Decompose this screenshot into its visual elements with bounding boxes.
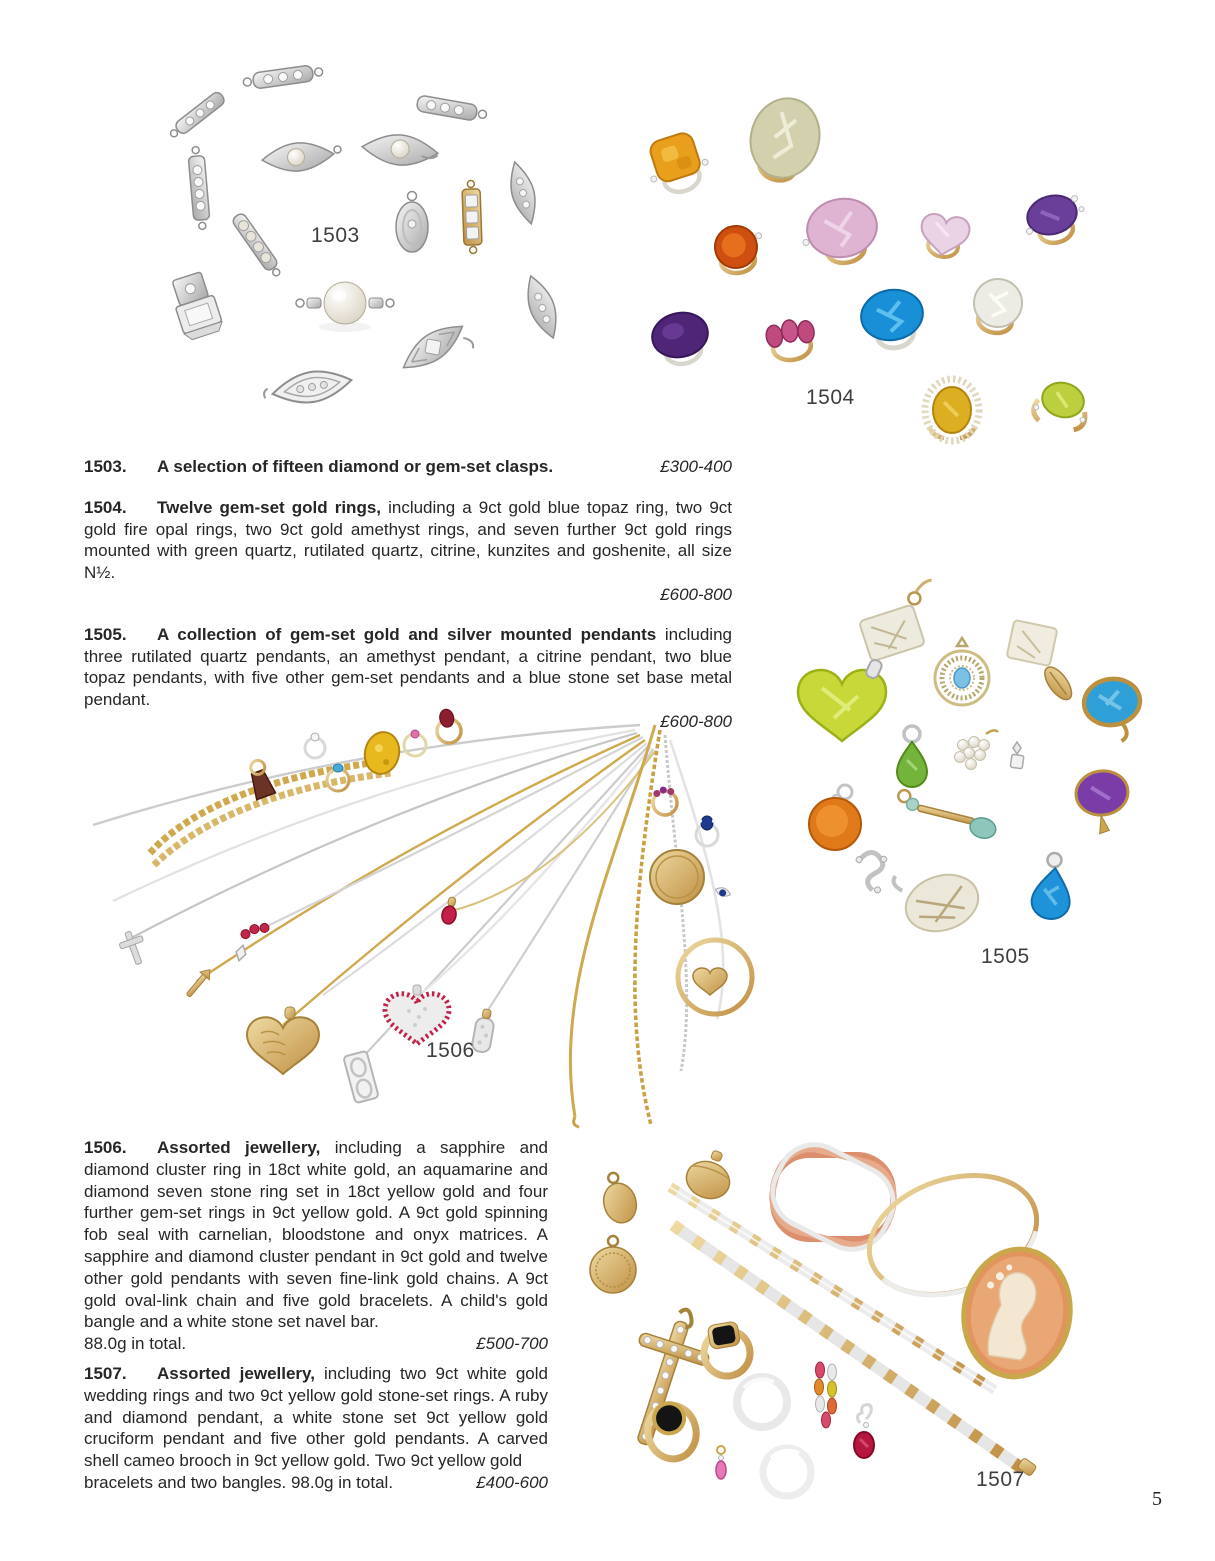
lot-1503-title: A selection of fifteen diamond or gem-set clasps. xyxy=(157,457,554,476)
lot-1505-description xyxy=(84,624,732,711)
rutilated-quartz-pendant xyxy=(854,580,950,662)
onyx-signet-ring xyxy=(699,1319,754,1379)
lot-1504-entry xyxy=(84,497,732,606)
pearl-clasp xyxy=(296,282,394,332)
ruby-pendant xyxy=(854,1405,874,1458)
lot-1507-photo-image xyxy=(575,1135,1150,1525)
gold-disc-pendant xyxy=(650,850,704,904)
lot-1504-number: 1504. xyxy=(84,497,127,517)
lot-1507-number: 1507. xyxy=(84,1363,127,1383)
lot-1505-number: 1505. xyxy=(84,624,127,644)
lot-1506-body: including a sapphire and diamond cluster ring in 18ct white gold, an aquamarine and diamond seven stone ring set in 18ct yellow gold and four further gem-set rings in 9ct yellow gold. A 9ct gold spinning fob seal with carnelian, bloodstone and onyx matrices. A sapphire and diamond cluster pendant in 9ct gold and twelve other gold pendants with seven fine-link gold chains. A 9ct gold oval-link chain and five gold bracelets. A child's gold bangle and a white stone set navel bar. xyxy=(84,1138,548,1332)
lot-1504-body: including a 9ct gold blue topaz ring, two 9ct gold fire opal rings, two 9ct gold amethyst rings, and seven further 9ct gold rings mounted with green quartz, rutilated quartz, citrine, kunzites and goshenite, all size N½. xyxy=(84,497,732,583)
lot-1503-photo-label: 1503 xyxy=(311,224,360,247)
lot-1504-photo-label: 1504 xyxy=(806,386,855,409)
fire-opal-ring xyxy=(712,222,766,275)
lot-1503-entry xyxy=(84,456,732,478)
lot-1506-description xyxy=(84,1137,548,1333)
fob-seal xyxy=(361,729,403,777)
lot-1507-entry xyxy=(84,1363,548,1494)
lot-text-column-upper xyxy=(84,456,732,733)
diamond-bar-clasp xyxy=(242,64,323,91)
lot-1505-body: including three rutilated quartz pendants, an amethyst pendant, a citrine pendant, two blue topaz pendants, with five other gem-set pendants and a blue stone set base metal pendant. xyxy=(84,624,732,710)
lot-1506-number: 1506. xyxy=(84,1138,127,1157)
lot-1504-title: Twelve gem-set gold rings, xyxy=(157,497,382,517)
lot-1507-description xyxy=(84,1363,548,1472)
lot-1507-weight: bracelets and two bangles. 98.0g in total. xyxy=(84,1472,394,1492)
lime-heart-pendant xyxy=(798,658,886,741)
lot-1507-photo xyxy=(575,1135,1150,1525)
lot-1503-photo-image xyxy=(95,35,585,465)
lot-1507-photo-label: 1507 xyxy=(976,1468,1025,1491)
lot-1505-entry xyxy=(84,624,732,733)
lot-text-column-lower xyxy=(84,1137,548,1494)
lot-1505-photo xyxy=(785,570,1215,975)
lot-1503-photo xyxy=(95,35,585,465)
lot-1504-description xyxy=(84,497,732,584)
pearl-marquise-clasp xyxy=(261,139,343,174)
lot-1507-estimate: £400-600 xyxy=(476,1472,548,1492)
lot-1503-number: 1503. xyxy=(84,457,127,476)
gold-heart-pendant xyxy=(247,1007,319,1074)
lot-1506-estimate: £500-700 xyxy=(476,1334,548,1354)
lot-1507-title: Assorted jewellery, xyxy=(157,1363,315,1383)
crossover-bangles xyxy=(760,1135,905,1262)
blue-topaz-ring xyxy=(857,285,928,353)
lot-1506-footer xyxy=(84,1333,548,1355)
ruby-diamond-heart-pendant xyxy=(385,985,449,1044)
cameo-brooch xyxy=(956,1242,1079,1384)
lot-1504-photo xyxy=(620,75,1120,465)
gem-set-bracelet xyxy=(670,1187,995,1390)
yellow-gem-ring xyxy=(640,128,714,200)
gold-clasp xyxy=(462,180,483,254)
lot-1505-photo-image xyxy=(785,570,1215,975)
lot-1507-footer xyxy=(84,1472,548,1494)
gold-locket xyxy=(597,1169,641,1227)
amethyst-pendant xyxy=(1073,768,1133,837)
lot-1505-photo-label: 1505 xyxy=(981,945,1030,968)
pearl-cluster-pendant xyxy=(955,730,999,769)
page-number: 5 xyxy=(1152,1488,1162,1510)
lot-1507-body: including two 9ct white gold wedding rings and two 9ct yellow gold stone-set rings. A ruby and diamond pendant, a white stone set 9ct yellow gold cruciform pendant and five other gold pendants. A carved shell cameo brooch in 9ct yellow gold. Two 9ct yellow gold xyxy=(84,1363,548,1471)
lot-1506-entry xyxy=(84,1137,548,1355)
multi-gem-pendant xyxy=(815,1362,837,1428)
lot-1506-photo-image xyxy=(55,685,795,1130)
lot-1504-estimate: £600-800 xyxy=(660,584,732,604)
lot-1506-photo-label: 1506 xyxy=(426,1039,475,1062)
lot-1506-photo xyxy=(55,685,795,1130)
lot-1504-photo-image xyxy=(620,75,1120,465)
lot-1505-estimate: £600-800 xyxy=(660,711,732,731)
lot-1506-title: Assorted jewellery, xyxy=(157,1138,321,1157)
lot-1503-estimate: £300-400 xyxy=(660,457,732,476)
lot-1506-weight: 88.0g in total. xyxy=(84,1334,187,1354)
chain-fan xyxy=(93,725,723,1125)
lot-1505-title: A collection of gem-set gold and silver mounted pendants xyxy=(157,624,657,644)
gold-medallion xyxy=(590,1236,636,1293)
child-bangle xyxy=(678,940,752,1014)
